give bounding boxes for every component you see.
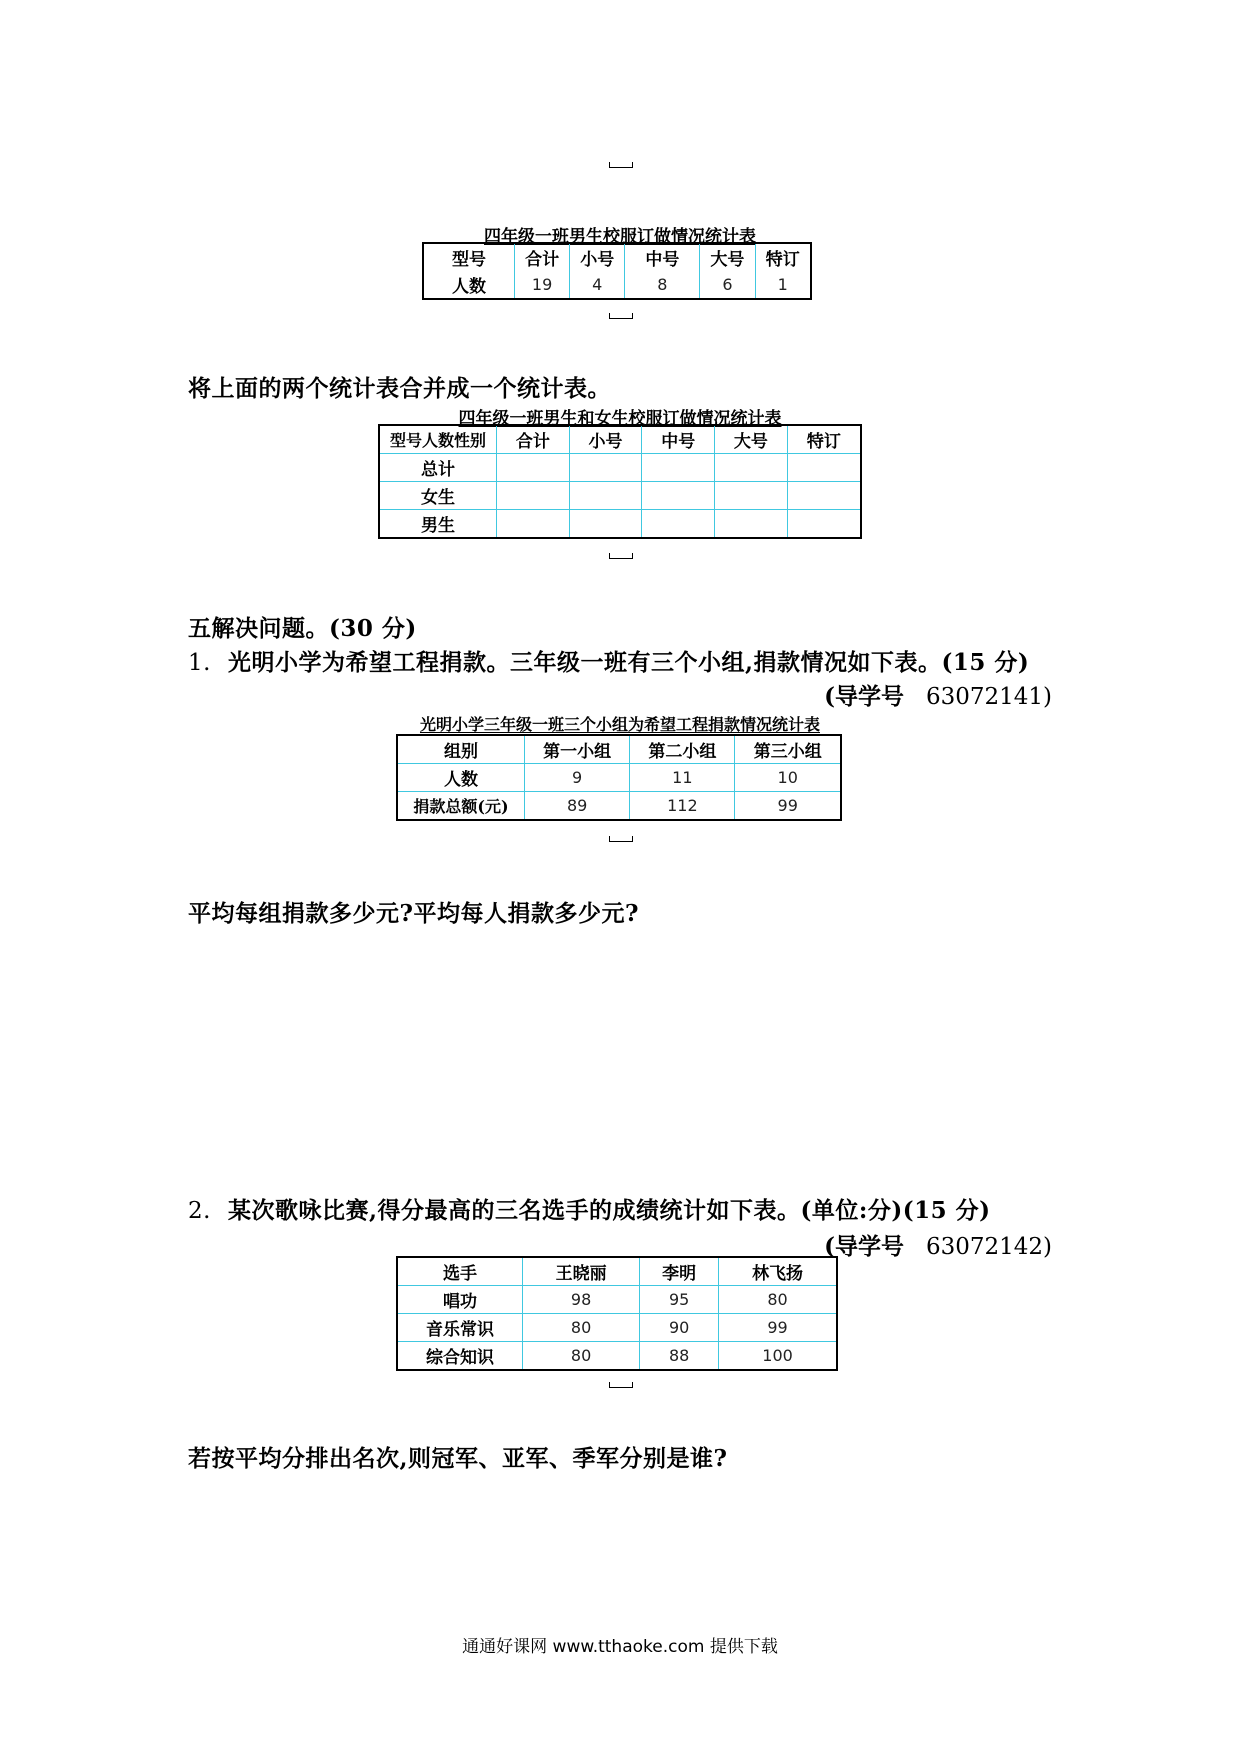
- table2-header: 中号: [642, 425, 715, 454]
- table4-cell: 80: [523, 1342, 640, 1371]
- table4-header: 选手: [443, 1264, 477, 1284]
- table2-blank-cell[interactable]: [787, 482, 861, 510]
- table3-cell: 10: [735, 764, 841, 792]
- table2-blank-cell[interactable]: [715, 510, 788, 539]
- table4-cell: 98: [523, 1286, 640, 1314]
- table3-caption: 光明小学三年级一班三个小组为希望工程捐款情况统计表: [419, 715, 820, 734]
- question-2: [188, 1192, 991, 1225]
- merge-instruction: 将上面的两个统计表合并成一个统计表。: [188, 375, 611, 402]
- table1-header: 特订: [755, 243, 811, 271]
- question-text: 某次歌咏比赛,得分最高的三名选手的成绩统计如下表。(单位:分)(15 分): [227, 1197, 991, 1224]
- table3-header: 第一小组: [525, 735, 630, 764]
- table2-blank-cell[interactable]: [497, 454, 570, 482]
- table4-cell: 100: [719, 1342, 837, 1371]
- table1-header: 大号: [700, 243, 755, 271]
- table2-blank-cell[interactable]: [787, 454, 861, 482]
- table2-blank-cell[interactable]: [715, 454, 788, 482]
- table1-cell: 8: [625, 271, 700, 299]
- table4-header: 林飞扬: [719, 1257, 837, 1286]
- table3-header: 第二小组: [630, 735, 735, 764]
- table1-header: 合计: [515, 243, 570, 271]
- page-mark: [609, 162, 633, 168]
- table2-row-label: 总计: [379, 454, 497, 482]
- question-number: 2.: [188, 1198, 211, 1224]
- table3-cell: 9: [525, 764, 630, 792]
- footer-text: 通通好课网 www.tthaoke.com 提供下载: [462, 1637, 778, 1657]
- table1-cell: 1: [755, 271, 811, 299]
- section-title: 五解决问题。(30 分): [188, 615, 417, 642]
- table2-blank-cell[interactable]: [569, 482, 642, 510]
- table4-cell: 88: [640, 1342, 719, 1371]
- table3-cell: 11: [630, 764, 735, 792]
- table2-blank-cell[interactable]: [787, 510, 861, 539]
- table2-header: 小号: [569, 425, 642, 454]
- table2-blank-cell[interactable]: [642, 482, 715, 510]
- question-2-prompt: 若按平均分排出名次,则冠军、亚军、季军分别是谁?: [188, 1445, 728, 1472]
- table4-cell: 80: [719, 1286, 837, 1314]
- table1-cell: 4: [570, 271, 625, 299]
- study-code-value: 63072142): [925, 1234, 1052, 1260]
- table2-header: 合计: [497, 425, 570, 454]
- study-code-value: 63072141): [925, 684, 1052, 710]
- combined-uniform-table: [378, 424, 862, 539]
- table4-row-label: 唱功: [397, 1286, 523, 1314]
- table2-blank-cell[interactable]: [642, 454, 715, 482]
- table3-row-label: 捐款总额(元): [397, 792, 525, 821]
- table2-blank-cell[interactable]: [497, 482, 570, 510]
- table1-caption: 四年级一班男生校服订做情况统计表: [484, 227, 756, 247]
- page-mark: [609, 553, 633, 559]
- page-mark: [609, 313, 633, 319]
- table4-cell: 99: [719, 1314, 837, 1342]
- table3-header: 组别: [444, 742, 478, 762]
- table2-blank-cell[interactable]: [569, 510, 642, 539]
- question-number: 1.: [188, 650, 211, 676]
- table3-cell: 99: [735, 792, 841, 821]
- table4-cell: 80: [523, 1314, 640, 1342]
- table4-header: 李明: [640, 1257, 719, 1286]
- donation-table: [396, 734, 842, 821]
- study-code-2: [824, 1228, 1052, 1261]
- table4-cell: 95: [640, 1286, 719, 1314]
- table4-row-label: 音乐常识: [397, 1314, 523, 1342]
- table2-blank-cell[interactable]: [642, 510, 715, 539]
- table2-row-label: 男生: [379, 510, 497, 539]
- question-text: 光明小学为希望工程捐款。三年级一班有三个小组,捐款情况如下表。(15 分): [227, 649, 1030, 676]
- study-code-1: [824, 678, 1052, 711]
- table2-blank-cell[interactable]: [715, 482, 788, 510]
- table3-header: 第三小组: [735, 735, 841, 764]
- table1-row-label: 人数: [452, 277, 486, 297]
- table3-cell: 89: [525, 792, 630, 821]
- page-mark: [609, 836, 633, 842]
- table2-blank-cell[interactable]: [569, 454, 642, 482]
- table3-cell: 112: [630, 792, 735, 821]
- table2-header: 特订: [787, 425, 861, 454]
- table1-header: 型号: [452, 250, 486, 270]
- study-code-label: (导学号: [824, 1233, 905, 1260]
- table2-header: 大号: [715, 425, 788, 454]
- table4-cell: 90: [640, 1314, 719, 1342]
- table2-header: 型号人数性别: [389, 431, 486, 450]
- table1-cell: 19: [515, 271, 570, 299]
- table2-row-label: 女生: [379, 482, 497, 510]
- table1-header: 中号: [625, 243, 700, 271]
- page-mark: [609, 1382, 633, 1388]
- table3-row-label: 人数: [397, 764, 525, 792]
- table1-header: 小号: [570, 243, 625, 271]
- table4-header: 王晓丽: [523, 1257, 640, 1286]
- table1-cell: 6: [700, 271, 755, 299]
- singing-score-table: [396, 1256, 838, 1371]
- table2-caption: 四年级一班男生和女生校服订做情况统计表: [458, 409, 782, 429]
- boys-uniform-table: [422, 242, 812, 300]
- table4-row-label: 综合知识: [397, 1342, 523, 1371]
- study-code-label: (导学号: [824, 683, 905, 710]
- table2-blank-cell[interactable]: [497, 510, 570, 539]
- question-1-prompt: 平均每组捐款多少元?平均每人捐款多少元?: [188, 900, 639, 927]
- question-1: [188, 644, 1029, 677]
